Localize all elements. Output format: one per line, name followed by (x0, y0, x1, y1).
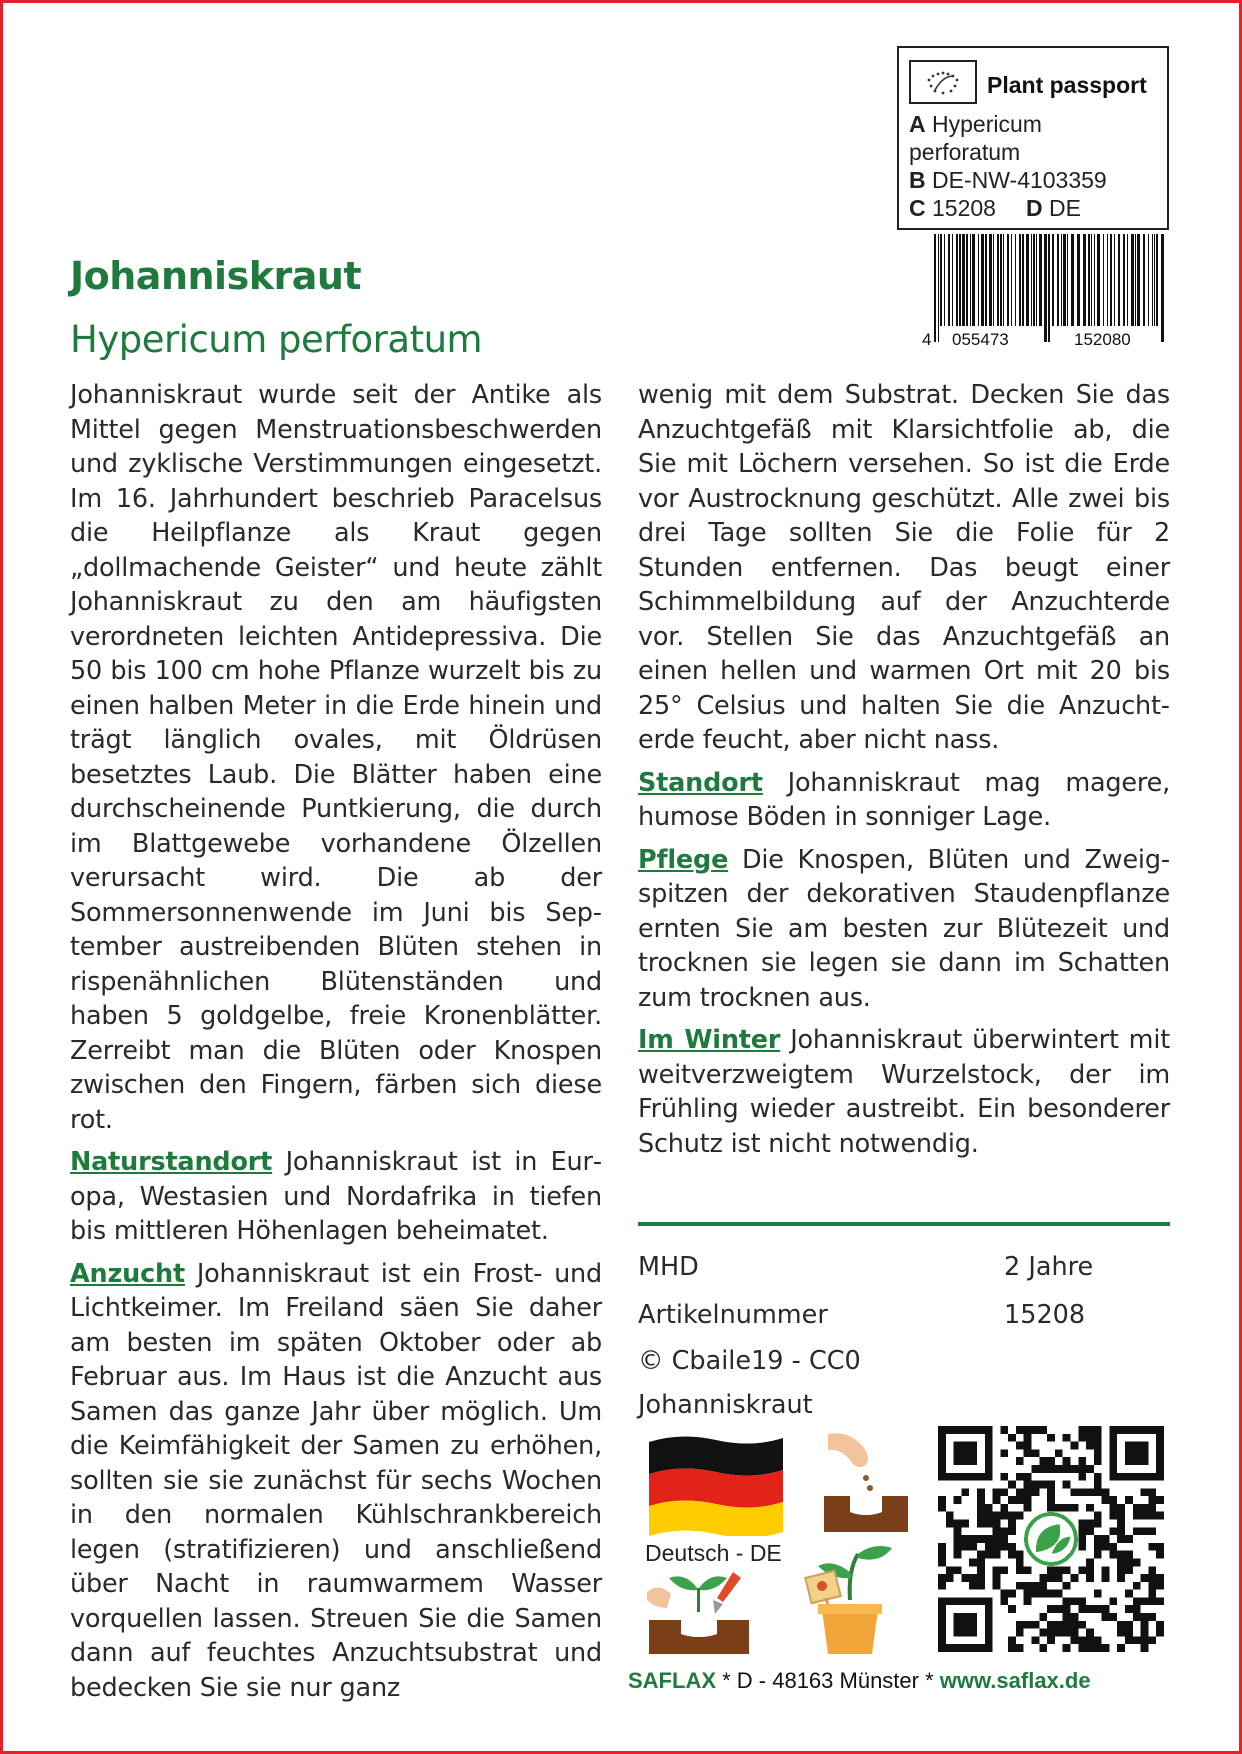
standort-label: Standort (638, 767, 763, 798)
passport-title: Plant passport (987, 72, 1147, 98)
pflege-paragraph: Pflege Die Knospen, Blüten und Zweigspitzen der dekorativen Staudenpflanze ernten Sie am besten zur Blütezeit und trocknen sie legen sie dann im Schatten zum trocknen aus. (638, 844, 1171, 1013)
passport-field-b: B DE-NW-4103359 (909, 167, 1107, 193)
artikelnummer-label: Artikelnummer (638, 1300, 828, 1330)
footer (628, 1668, 1091, 1694)
divider (638, 1222, 1170, 1226)
brand-name: SAFLAX (628, 1668, 716, 1693)
passport-fields (909, 110, 1159, 222)
anzucht-label: Anzucht (70, 1258, 185, 1289)
product-name: Johanniskraut (638, 1390, 813, 1420)
mhd-value: 2 Jahre (1004, 1252, 1094, 1282)
intro-paragraph: Johanniskraut wurde seit der Antike als Mittel gegen Menstruationsbeschwerden und zyklische Verstimmungen eingesetzt. Im 16. Jahrhundert beschrieb Paracelsus die Heilpflanze als Kraut gegen „dollmachende Geister“ und heute zählt Johanniskraut zu den am häufigsten verordneten leichten Antidepressiva. Die 50 bis 100 cm hohe Pflanze wurzelt bis zu einen halben Meter in die Erde hinein und trägt länglich ovales, mit Öldrüsen besetztes Laub. Die Blätter haben eine durchscheinende Puntkierung, die durch im Blattgewebe vorhandene Ölzellen verursacht wird. Die ab der Sommersonnenwende im Juni bis September austreibenden Blüten stehen in rispenähnlichen Blütenständen und haben 5 goldgelbe, freie Kronenblätter. Zerreibt man die Blüten oder Knospen zwischen den Fingern, färben sich diese rot. (70, 380, 602, 1135)
plant-passport (897, 46, 1169, 230)
copyright-note: © Cbaile19 - CC0 (638, 1346, 861, 1376)
website-link[interactable]: www.saflax.de (939, 1668, 1091, 1693)
potted-plant-icon (800, 1540, 900, 1656)
page-title: Johanniskraut (70, 254, 362, 298)
naturstandort-label: Naturstandort (70, 1147, 273, 1177)
barcode-digits-right: 152080 (1074, 330, 1131, 349)
sowing-hand-icon (820, 1426, 912, 1536)
anzucht-paragraph: Anzucht Johanniskraut ist ein Frost- und Lichtkeimer. Im Freiland säen Sie daher am besten im späten Oktober oder ab Februar aus. Im Haus ist die Anzucht aus Samen das ganze Jahr über möglich. Um die Keimfähigkeit der Samen zu erhöhen, sollten sie sie zunächst für sechs Wochen in den normalen Kühlschrankbereich legen (stratifizieren) und anschließend über Nacht in raumwarmem Wasser vorquellen lassen. Streuen Sie die Samen dann auf feuchtes Anzuchtsubstrat und bedecken Sie sie nur ganz (70, 1258, 602, 1703)
passport-field-cd: C 15208 D DE (909, 195, 1081, 221)
ean-barcode (920, 234, 1170, 350)
footer-address: * D - 48163 Münster * (716, 1668, 940, 1693)
qr-code-icon (938, 1426, 1164, 1652)
barcode-digits-left: 055473 (952, 330, 1009, 349)
right-column (638, 378, 1170, 1169)
winter-label: Im Winter (638, 1025, 781, 1055)
artikelnummer-value: 15208 (1004, 1300, 1086, 1330)
passport-field-a: A Hypericum perforatum (909, 111, 1042, 165)
anzucht-continued-paragraph: wenig mit dem Substrat. Decken Sie das Anzuchtgefäß mit Klarsichtfolie ab, die Sie mit Löchern versehen. So ist die Erde vor Austrocknung geschützt. Alle zwei bis drei Tage sollten Sie die Folie für 2 Stunden entfernen. Das beugt einer Schimmelbildung auf der Anzuchterde vor. Stellen Sie das Anzuchtgefäß an einen hellen und warmen Ort mit 20 bis 25° Celsius und halten Sie die Anzuchterde feucht, aber nicht nass. (638, 380, 1170, 755)
left-column (70, 378, 602, 1713)
language-label: Deutsch - DE (645, 1540, 782, 1566)
transplant-seedling-icon (645, 1568, 755, 1656)
botanical-name: Hypericum perforatum (70, 318, 483, 361)
standort-paragraph: Standort Johanniskraut mag magere, humose Böden in sonniger Lage. (638, 767, 1170, 832)
pflege-label: Pflege (638, 844, 729, 875)
eu-organic-leaf-icon (909, 60, 977, 104)
winter-paragraph: Im Winter Johanniskraut überwintert mit weitverzweigtem Wurzelstock, der im Frühling wieder austreibt. Ein besonderer Schutz ist nicht notwendig. (638, 1025, 1171, 1159)
mhd-label: MHD (638, 1252, 699, 1282)
naturstandort-paragraph: Naturstandort Johanniskraut ist in Europa, Westasien und Nordafrika in tiefen bis mittleren Höhenlagen beheimatet. (70, 1147, 603, 1246)
germany-flag-icon (645, 1432, 787, 1536)
barcode-digit-first: 4 (922, 330, 932, 349)
